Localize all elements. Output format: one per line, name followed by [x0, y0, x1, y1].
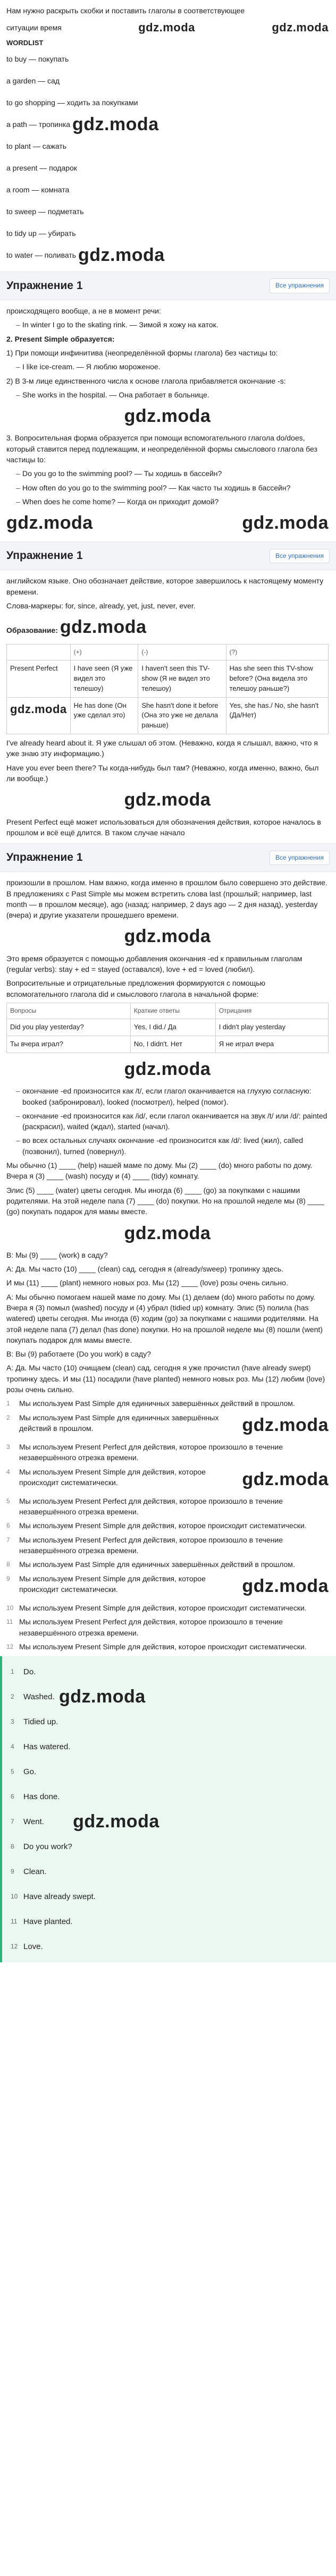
list-item: a path — тропинка gdz.moda	[6, 114, 329, 135]
table-header: (-)	[138, 644, 226, 660]
paragraph: 2) В 3-м лице единственного числа к основе глагола прибавляется окончание -s:	[6, 376, 286, 385]
watermark: gdz.moda	[242, 513, 329, 533]
table-cell: I haven't seen this TV-show (Я не видел это телешоу)	[138, 660, 226, 698]
table-header: Вопросы	[7, 1003, 131, 1019]
all-exercises-button[interactable]: Все упражнения	[270, 549, 330, 563]
section-3-content	[6, 877, 329, 1652]
section-header	[0, 272, 336, 300]
table-row	[7, 1036, 329, 1053]
list-item: a garden — сад	[6, 77, 60, 86]
paragraph: происходящего вообще, а не в момент речи:	[6, 307, 161, 316]
list-item: 6 Мы используем Present Simple для действия, которое происходит систематически.	[6, 1521, 307, 1530]
list-item: 5 Мы используем Present Perfect для действия, которое произошло в течение незавершённого отрезка времени.	[6, 1496, 283, 1516]
list-item: 8 Мы используем Past Simple для единичных завершённых действий в прошлом.	[6, 1560, 295, 1569]
watermark: gdz.moda	[242, 1575, 329, 1596]
table-header: Отрицания	[215, 1003, 328, 1019]
table-cell: gdz.moda	[7, 697, 71, 734]
section-header	[0, 843, 336, 872]
list-item: 12 Мы используем Present Simple для действия, которое происходит систематически.	[6, 1642, 307, 1651]
section-title: Упражнение 1	[6, 851, 83, 863]
list-item: 10 Мы используем Present Simple для действия, которое происходит систематически.	[6, 1603, 307, 1612]
list-item: 11 Мы используем Present Perfect для действия, которое произошло в течение незавершённого отрезка времени.	[6, 1617, 283, 1637]
rule: – окончание -ed произносится как /t/, если глагол оканчивается на глухую согласную: booked (забронировал), looked (посмотрел), helped (помог).	[16, 1086, 329, 1107]
table-cell: Yes, she has./ No, she hasn't (Да/Нет)	[226, 697, 328, 734]
watermark: gdz.moda	[58, 1686, 146, 1707]
section-title: Упражнение 1	[6, 279, 83, 292]
list-item: to go shopping — ходить за покупками	[6, 98, 138, 107]
section-title: Упражнение 1	[6, 549, 83, 562]
answer-item: 4 Has watered.	[11, 1742, 71, 1751]
paragraph: английском языке. Оно обозначает действие, которое завершилось к настоящему моменту времени.	[6, 577, 324, 596]
list-item: 3 Мы используем Present Perfect для действия, которое произошло в течение незавершённого отрезка времени.	[6, 1442, 283, 1462]
wordlist	[6, 48, 329, 266]
answer-item: 1 Do.	[11, 1667, 36, 1676]
list-item: 2 Мы используем Past Simple для единичных завершённых действий в прошлом. gdz.moda	[6, 1412, 329, 1438]
watermark: gdz.moda	[138, 21, 195, 35]
answer-item: 7 Went. gdz.moda	[11, 1809, 330, 1834]
watermark: gdz.moda	[124, 406, 211, 427]
answer-item: 3 Tidied up.	[11, 1717, 58, 1726]
intro-text-2: ситуации время	[6, 23, 62, 32]
dialog-line: A: Да. Мы часто (10) очищаем (clean) сад, сегодня я уже прочистил (have already swept) тропинку здесь. И мы (11) посадили (have planted) немного новых роз. Мы (12) любим (love) розы очень сильно.	[6, 1363, 325, 1394]
example: – In winter I go to the skating rink. — Зимой я хожу на каток.	[16, 319, 329, 330]
list-item: to water — поливать gdz.moda	[6, 244, 329, 266]
watermark: gdz.moda	[124, 1223, 211, 1243]
list-item: to buy — покупать	[6, 55, 69, 64]
watermark: gdz.moda	[78, 244, 165, 265]
table-row	[7, 1019, 329, 1036]
rule: – окончание -ed произносится как /id/, если глагол оканчивается на звук /t/ или /d/: painted (раскрасил), waited (ждал), started (начал).	[16, 1111, 329, 1132]
section-header	[0, 541, 336, 570]
present-perfect-table	[6, 644, 329, 734]
table-header: Краткие ответы	[130, 1003, 215, 1019]
watermark: gdz.moda	[124, 926, 211, 947]
dialog-line: B: Мы (9) ____ (work) в саду?	[6, 1250, 108, 1259]
list-item: 7 Мы используем Present Perfect для действия, которое произошло в течение незавершённого отрезка времени.	[6, 1535, 283, 1555]
table-cell: Did you play yesterday?	[7, 1019, 131, 1036]
table-header: (+)	[70, 644, 138, 660]
table-cell: I didn't play yesterday	[215, 1019, 328, 1036]
section-2-content	[6, 575, 329, 838]
table-cell: I have seen (Я уже видел это телешоу)	[70, 660, 138, 698]
paragraph: Слова-маркеры: for, since, already, yet, just, never, ever.	[6, 601, 196, 611]
answer-item: 8 Do you work?	[11, 1842, 72, 1851]
list-item: to sweep — подметать	[6, 207, 84, 216]
dialog-line: И мы (11) ____ (plant) немного новых роз. Мы (12) ____ (love) розы очень сильно.	[6, 1278, 288, 1287]
intro-text: Нам нужно раскрыть скобки и поставить глаголы в соответствующее	[6, 6, 245, 15]
watermark: gdz.moda	[73, 1811, 159, 1832]
example: – How often do you go to the swimming pool? — Как часто ты ходишь в бассейн?	[16, 482, 329, 493]
watermark: gdz.moda	[72, 114, 159, 134]
dialog-line: Мы обычно (1) ____ (help) нашей маме по дому. Мы (2) ____ (do) много работы по дому. Вчера я (3) ____ (wash) посуду и (4) ____ (tidy) комнату.	[6, 1161, 313, 1181]
table-header	[7, 644, 71, 660]
subheading: Образование: gdz.moda	[6, 617, 147, 638]
table-cell: He has done (Он уже сделал это)	[70, 697, 138, 734]
watermark: gdz.moda	[242, 1414, 329, 1435]
paragraph: 3. Вопросительная форма образуется при помощи вспомогательного глагола do/does, который ставится перед подлежащим, и неопределённой формы смыслового глагола без частицы to:	[6, 434, 317, 464]
table-cell: Yes, I did./ Да	[130, 1019, 215, 1036]
answer-item: 5 Go.	[11, 1767, 37, 1776]
dialog-line: Элис (5) ____ (water) цветы сегодня. Мы иногда (6) ____ (go) за покупками с нашими родителями. На этой неделе папа (7) ____ (do) покупки. Но на прошлой неделе мы (8) ____ (go) покупать подарок для мамы вместе.	[6, 1185, 324, 1216]
list-item: 4 Мы используем Present Simple для действия, которое происходит систематически. gdz.moda	[6, 1467, 329, 1493]
answer-item: 9 Clean.	[11, 1867, 47, 1876]
paragraph: Вопросительные и отрицательные предложения формируются с помощью вспомогательного глагола did и смыслового глагола в начальной форме:	[6, 979, 266, 998]
paragraph: произошли в прошлом. Нам важно, когда именно в прошлом было совершено это действие. В предложениях с Past Simple мы можем встретить слова last (прошлый; например, last month — в прошлом месяце), ago (назад; например, 2 days ago — 2 дня назад), yesterday (вчера) и другие указатели прошедшего времени.	[6, 878, 327, 920]
table-header: (?)	[226, 644, 328, 660]
paragraph: Present Perfect ещё может использоваться для обозначения действия, которое началось в прошлом и всё ещё длится. В таком случае начало	[6, 817, 321, 837]
past-simple-table	[6, 1003, 329, 1053]
paragraph: I've already heard about it. Я уже слышал об этом. (Неважно, когда я слышал, важно, что я уже знаю эту информацию.)	[6, 739, 318, 758]
rule: – во всех остальных случаях окончание -ed произносится как /d/: lived (жил), called (позвонил), turned (повернул).	[16, 1135, 329, 1157]
answer-item: 11 Have planted.	[11, 1917, 73, 1926]
list-item: 1 Мы используем Past Simple для единичных завершённых действий в прошлом.	[6, 1399, 295, 1408]
explanations-list	[6, 1398, 329, 1652]
section-1-content	[6, 306, 329, 536]
list-item: to plant — сажать	[6, 142, 67, 151]
answer-item: 2 Washed. gdz.moda	[11, 1684, 330, 1709]
answer-item: 6 Has done.	[11, 1792, 60, 1801]
answer-item: 10 Have already swept.	[11, 1892, 96, 1901]
answers-block	[0, 1656, 336, 1962]
list-item: a room — комната	[6, 185, 70, 194]
all-exercises-button[interactable]: Все упражнения	[270, 278, 330, 293]
table-cell: No, I didn't. Нет	[130, 1036, 215, 1053]
dialog-line: B: Вы (9) работаете (Do you work) в саду?	[6, 1350, 151, 1359]
watermark: gdz.moda	[124, 1058, 211, 1079]
list-item: 9 Мы используем Present Simple для действия, которое происходит систематически. gdz.moda	[6, 1573, 329, 1599]
answer-item: 12 Love.	[11, 1942, 43, 1951]
table-row	[7, 660, 329, 698]
all-exercises-button[interactable]: Все упражнения	[270, 851, 330, 865]
example: – I like ice-cream. — Я люблю мороженое.	[16, 361, 329, 372]
dialog-line: A: Да. Мы часто (10) ____ (clean) сад, сегодня я (already/sweep) тропинку здесь.	[6, 1265, 283, 1274]
table-cell: Я не играл вчера	[215, 1036, 328, 1053]
paragraph: 1) При помощи инфинитива (неопределённой формы глагола) без частицы to:	[6, 348, 278, 357]
paragraph: Have you ever been there? Ты когда-нибудь был там? (Неважно, когда именно, важно, был ли вообще.)	[6, 763, 319, 783]
list-item: a present — подарок	[6, 164, 77, 173]
dialog-line: A: Мы обычно помогаем нашей маме по дому. Мы (1) делаем (do) много работы по дому. Вчера я (3) помыл (washed) посуду и (4) убрал (tidied up) комнату. Элис (5) полила (has watered) цветы сегодня. Мы иногда (6) ходим (go) за покупками с нашими родителями. На этой неделе папа (7) делал (has done) покупки. Но на прошлой неделе мы (8) пошли (went) покупать подарок для мамы вместе.	[6, 1292, 323, 1344]
watermark: gdz.moda	[60, 617, 147, 638]
intro-block	[6, 0, 329, 48]
example: – When does he come home? — Когда он приходит домой?	[16, 496, 329, 507]
watermark: gdz.moda	[242, 1469, 329, 1489]
example: – Do you go to the swimming pool? — Ты ходишь в бассейн?	[16, 468, 329, 479]
example: – She works in the hospital. — Она работает в больнице.	[16, 389, 329, 400]
watermark: gdz.moda	[6, 513, 93, 533]
watermark: gdz.moda	[272, 21, 329, 35]
wordlist-title: WORDLIST	[6, 39, 44, 47]
table-cell: Has she seen this TV-show before? (Она видела это телешоу раньше?)	[226, 660, 328, 698]
table-cell: Ты вчера играл?	[7, 1036, 131, 1053]
watermark: gdz.moda	[124, 790, 211, 810]
table-row	[7, 697, 329, 734]
table-cell: Present Perfect	[7, 660, 71, 698]
subheading: 2. Present Simple образуется:	[6, 334, 115, 343]
list-item: to tidy up — убирать	[6, 229, 76, 238]
paragraph: Это время образуется с помощью добавления окончания -ed к правильным глаголам (regular verbs): stay + ed = stayed (оставался), love + ed = loved (любил).	[6, 954, 303, 973]
table-cell: She hasn't done it before (Она это уже не делала раньше)	[138, 697, 226, 734]
